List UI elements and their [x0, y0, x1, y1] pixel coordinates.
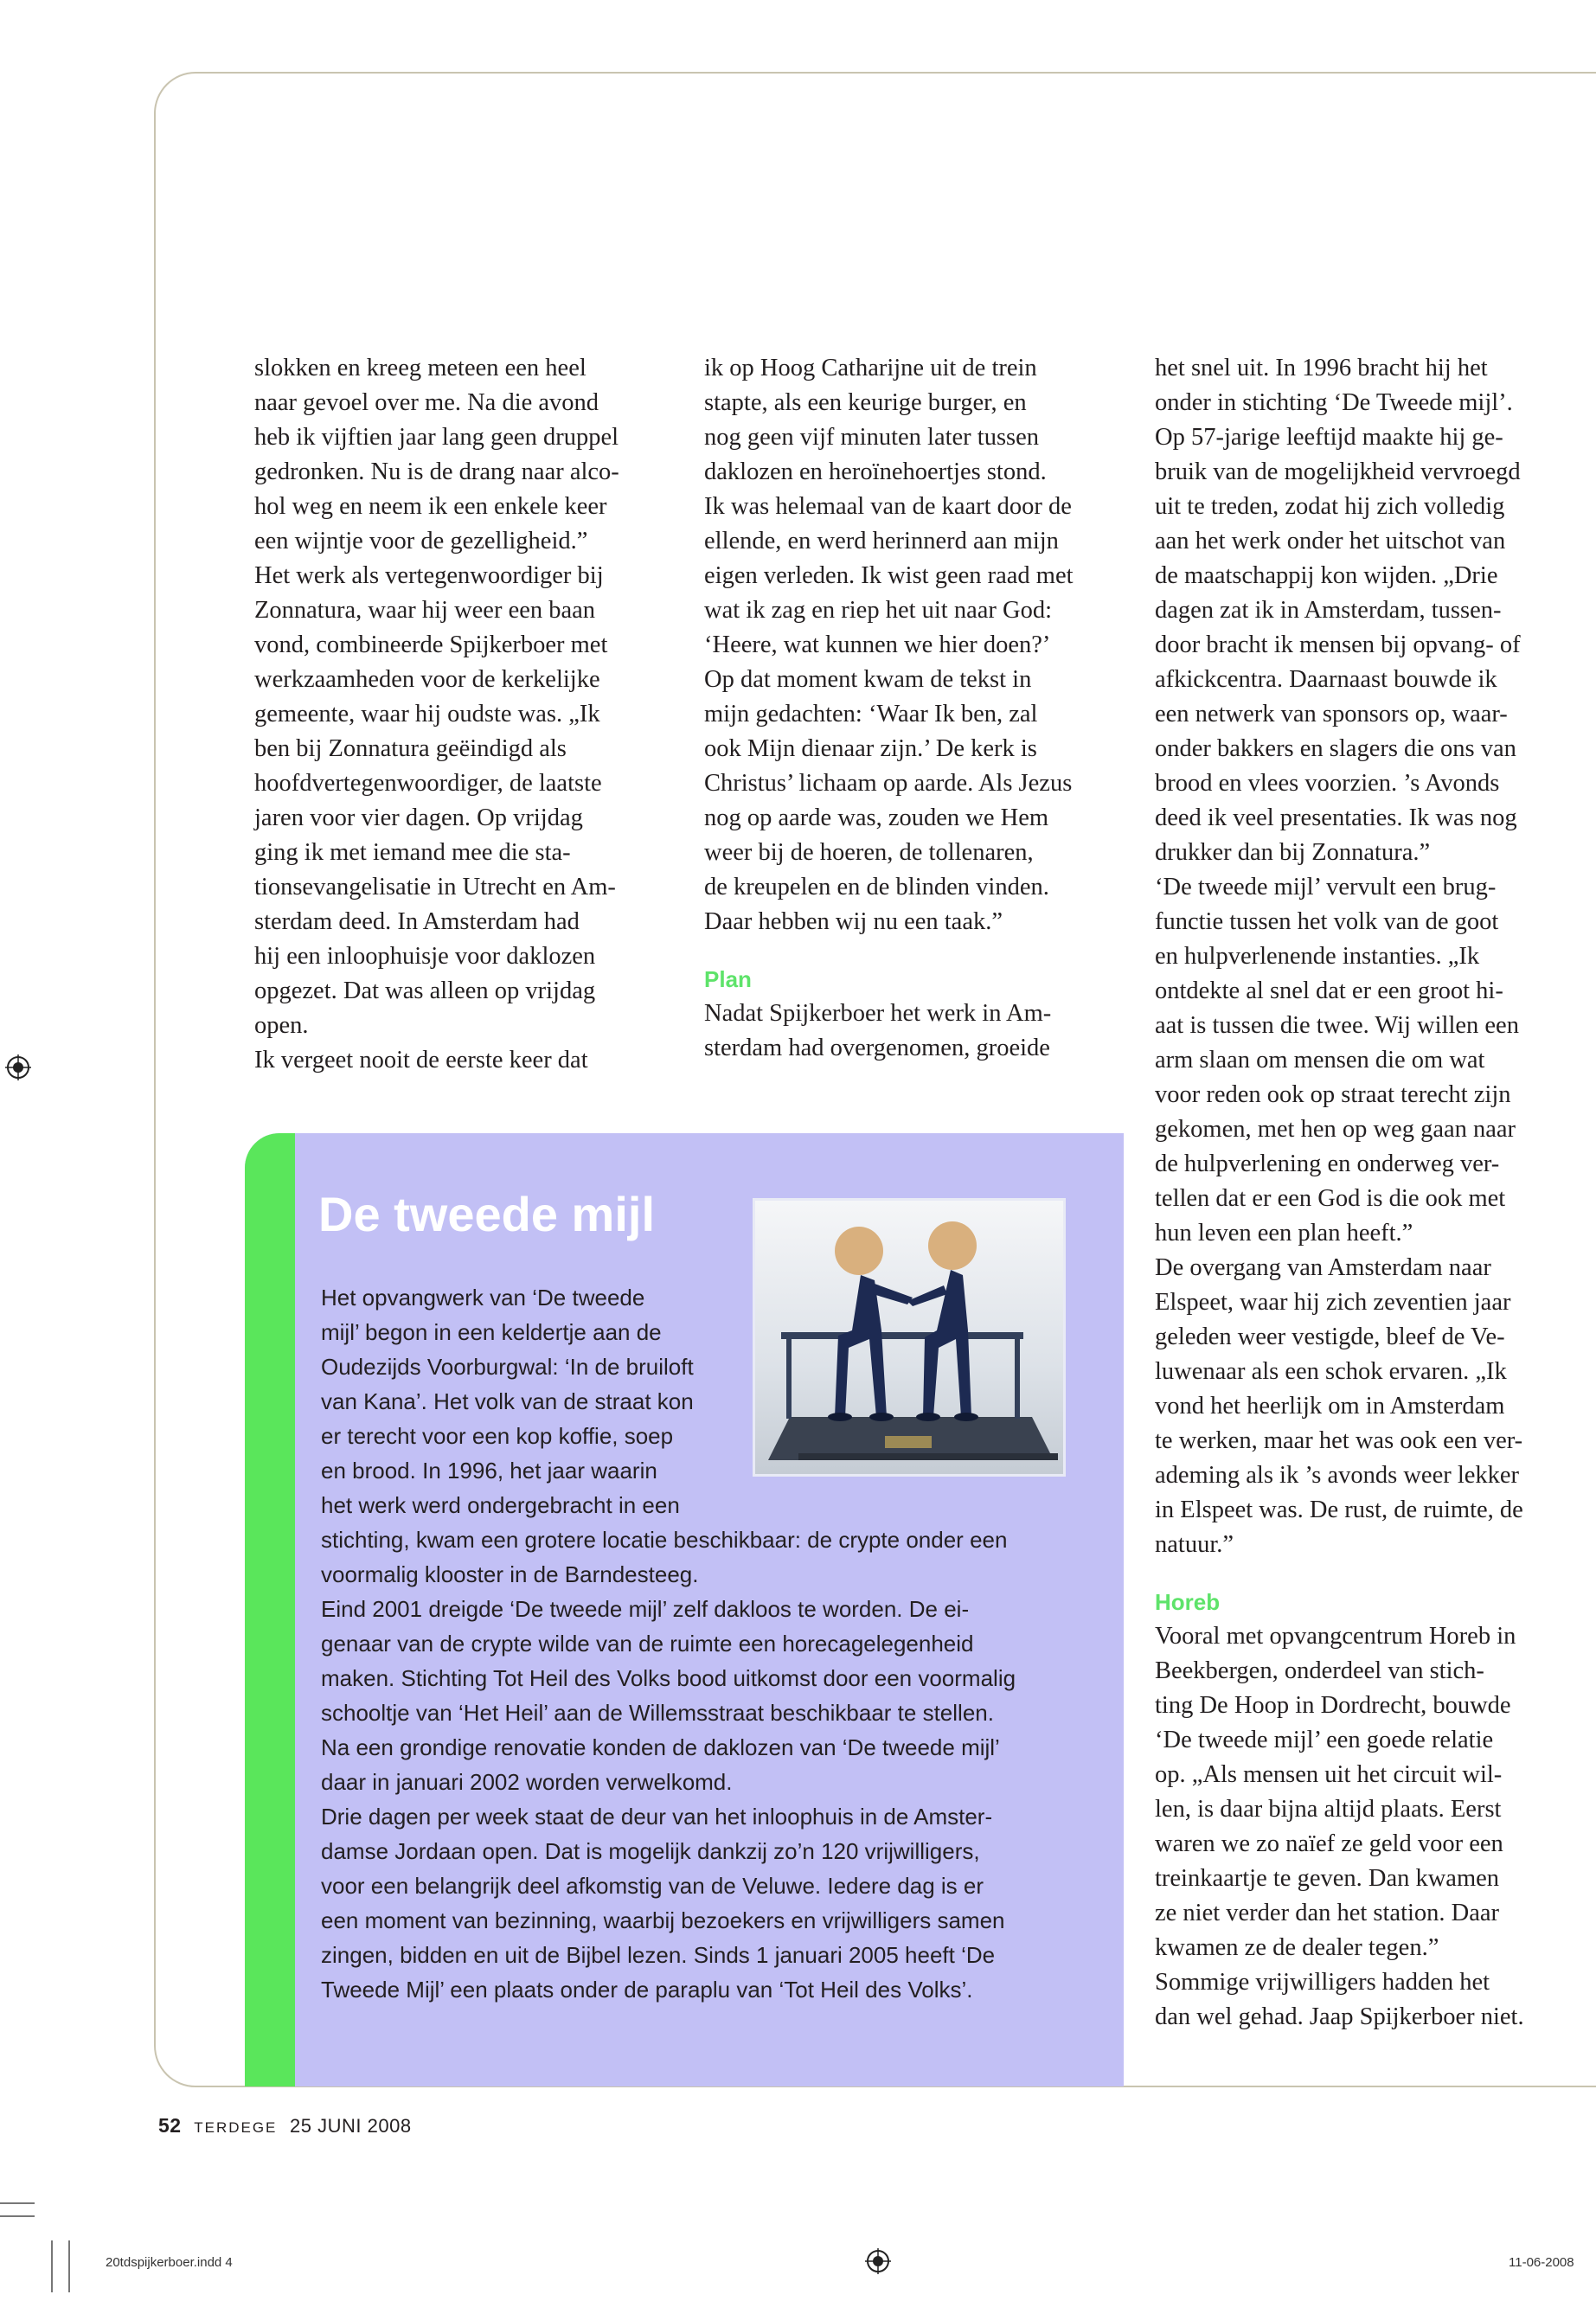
registration-mark-icon: [5, 1054, 31, 1080]
slug-date: 11-06-2008: [1509, 2255, 1574, 2270]
paragraph: Ik vergeet nooit de eerste keer dat: [254, 1047, 588, 1074]
crop-mark: [0, 2202, 35, 2204]
issue-date: 25 JUNI 2008: [290, 2115, 412, 2137]
crop-mark: [68, 2240, 70, 2292]
registration-mark-icon: [865, 2248, 891, 2274]
sidebar-paragraph: Eind 2001 dreigde ‘De tweede mijl’ zelf dakloos te worden. De ei- genaar van de crypte wilde van de ruimte een horecagelegenheid maken. Stichting Tot Heil des Volks bood uitkomst door een voormalig schooltje van ‘Het Heil’ aan de Willemsstraat beschikbaar te stellen. Na een grondige renovatie konden de daklozen van ‘De tweede mijl’ daar in januari 2002 worden verwelkomd.: [321, 1596, 1016, 1795]
slug-filename: 20tdspijkerboer.indd 4: [106, 2255, 233, 2270]
subheading-plan: Plan: [704, 966, 752, 992]
sidebar-box: [245, 1133, 1124, 2086]
paragraph: De overgang van Amsterdam naar Elspeet, waar hij zich zeventien jaar geleden weer vestigde, bleef de Ve- luwenaar als een schok ervaren. „Ik vond het heerlijk om in Amsterdam te werken, maar het was ook een ver- ademing als ik ’s avonds weer lekker in Elspeet was. De rust, de ruimte, de natuur.”: [1155, 1254, 1523, 1558]
article-column-2: [704, 351, 1145, 1066]
figure-head-right: [928, 1221, 977, 1270]
paragraph: het snel uit. In 1996 bracht hij het onder in stichting ‘De Tweede mijl’. Op 57-jarige leeftijd maakte hij ge- bruik van de mogelijkheid vervroegd uit te treden, zodat hij zich volledig aan het werk onder het uitschot van de maatschappij kon wijden. „Drie dagen zat ik in Amsterdam, tussen- door bracht ik mensen bij opvang- of afkickcentra. Daarnaast bouwde ik een netwerk van sponsors op, waar- onder bakkers en slagers die ons van brood en vlees voorzien. ’s Avonds deed ik veel presentaties. Ik was nog drukker dan bij Zonnatura.”: [1155, 355, 1521, 866]
sidebar-accent-stripe: [245, 1133, 295, 2086]
subheading-horeb: Horeb: [1155, 1589, 1221, 1615]
paragraph: slokken en kreeg meteen een heel naar gevoel over me. Na die avond heb ik vijftien jaar lang geen druppel gedronken. Nu is de drang naar alco- hol weg en neem ik een enkele keer een wijntje voor de gezelligheid.”: [254, 355, 619, 554]
paragraph: Sommige vrijwilligers hadden het dan wel gehad. Jaap Spijkerboer niet.: [1155, 1969, 1524, 2030]
sidebar-paragraph: Het opvangwerk van ‘De tweede mijl’ begon in een keldertje aan de Oudezijds Voorburgwal: ‘In de bruiloft van Kana’. Het volk van de straat kon er terecht voor een kop koffie, soep en brood. In 1996, het jaar waarin het werk werd ondergebracht in een stichting, kwam een grotere locatie beschikbaar: de crypte onder een voormalig klooster in de Barndesteeg.: [321, 1285, 1008, 1587]
sidebar-title: De tweede mijl: [318, 1187, 656, 1241]
sidebar-text: [321, 1280, 1074, 2007]
page-number: 52: [158, 2114, 182, 2137]
article-column-1: [254, 351, 687, 1078]
paragraph: Nadat Spijkerboer het werk in Am- sterdam had overgenomen, groeide: [704, 1000, 1052, 1061]
sidebar-paragraph: Drie dagen per week staat de deur van het inloophuis in de Amster- damse Jordaan open. Dat is mogelijk dankzij zo’n 120 vrijwilligers, voor een belangrijk deel afkomstig van de Veluwe. Iedere dag is er een moment van bezinning, waarbij bezoekers en vrijwilligers samen zingen, bidden en uit de Bijbel lezen. Sinds 1 januari 2005 heeft ‘De Tweede Mijl’ een plaats onder de paraplu van ‘Tot Heil des Volks’.: [321, 1804, 1005, 2003]
magazine-name: TERDEGE: [194, 2119, 278, 2136]
page-footer: [158, 2114, 412, 2138]
paragraph: Het werk als vertegenwoordiger bij Zonnatura, waar hij weer een baan vond, combineerde Spijkerboer met werkzaamheden voor de kerkelijke gemeente, waar hij oudste was. „Ik ben bij Zonnatura geëindigd als hoofdvertegenwoordiger, de laatste jaren voor vier dagen. Op vrijdag ging ik met iemand mee die sta- tionsevangelisatie in Utrecht en Am- sterdam deed. In Amsterdam had hij een inloophuisje voor daklozen opgezet. Dat was alleen op vrijdag open.: [254, 562, 616, 1039]
figure-head-left: [835, 1227, 883, 1275]
paragraph: Vooral met opvangcentrum Horeb in Beekbergen, onderdeel van stich- ting De Hoop in Dordrecht, bouwde ‘De tweede mijl’ een goede relatie op. „Als mensen uit het circuit wil- len, is daar bijna altijd plaats. Eerst waren we zo naïef ze geld voor een treinkaartje te geven. Dan kwamen ze niet verder dan het station. Daar kwamen ze de dealer tegen.”: [1155, 1623, 1516, 1961]
crop-mark: [0, 2215, 35, 2217]
paragraph: ‘De tweede mijl’ vervult een brug- functie tussen het volk van de goot en hulpverlenende instanties. „Ik ontdekte al snel dat er een groot hi- aat is tussen die twee. Wij willen een arm slaan om mensen die om wat voor reden ook op straat terecht zijn gekomen, met hen op weg gaan naar de hulpverlening en onderweg ver- tellen dat er een God is die ook met hun leven een plan heeft.”: [1155, 874, 1519, 1247]
crop-mark: [51, 2240, 53, 2292]
paragraph: ik op Hoog Catharijne uit de trein stapte, als een keurige burger, en nog geen vijf minuten later tussen daklozen en heroïnehoertjes stond. Ik was helemaal van de kaart door de ellende, en werd herinnerd aan mijn eigen verleden. Ik wist geen raad met wat ik zag en riep het uit naar God: ‘Heere, wat kunnen we hier doen?’ Op dat moment kwam de tekst in mijn gedachten: ‘Waar Ik ben, zal ook Mijn dienaar zijn.’ De kerk is Christus’ lichaam op aarde. Als Jezus nog op aarde was, zouden we Hem weer bij de hoeren, de tollenaren, de kreupelen en de blinden vinden. Daar hebben wij nu een taak.”: [704, 355, 1074, 935]
article-column-3: [1155, 351, 1579, 2035]
